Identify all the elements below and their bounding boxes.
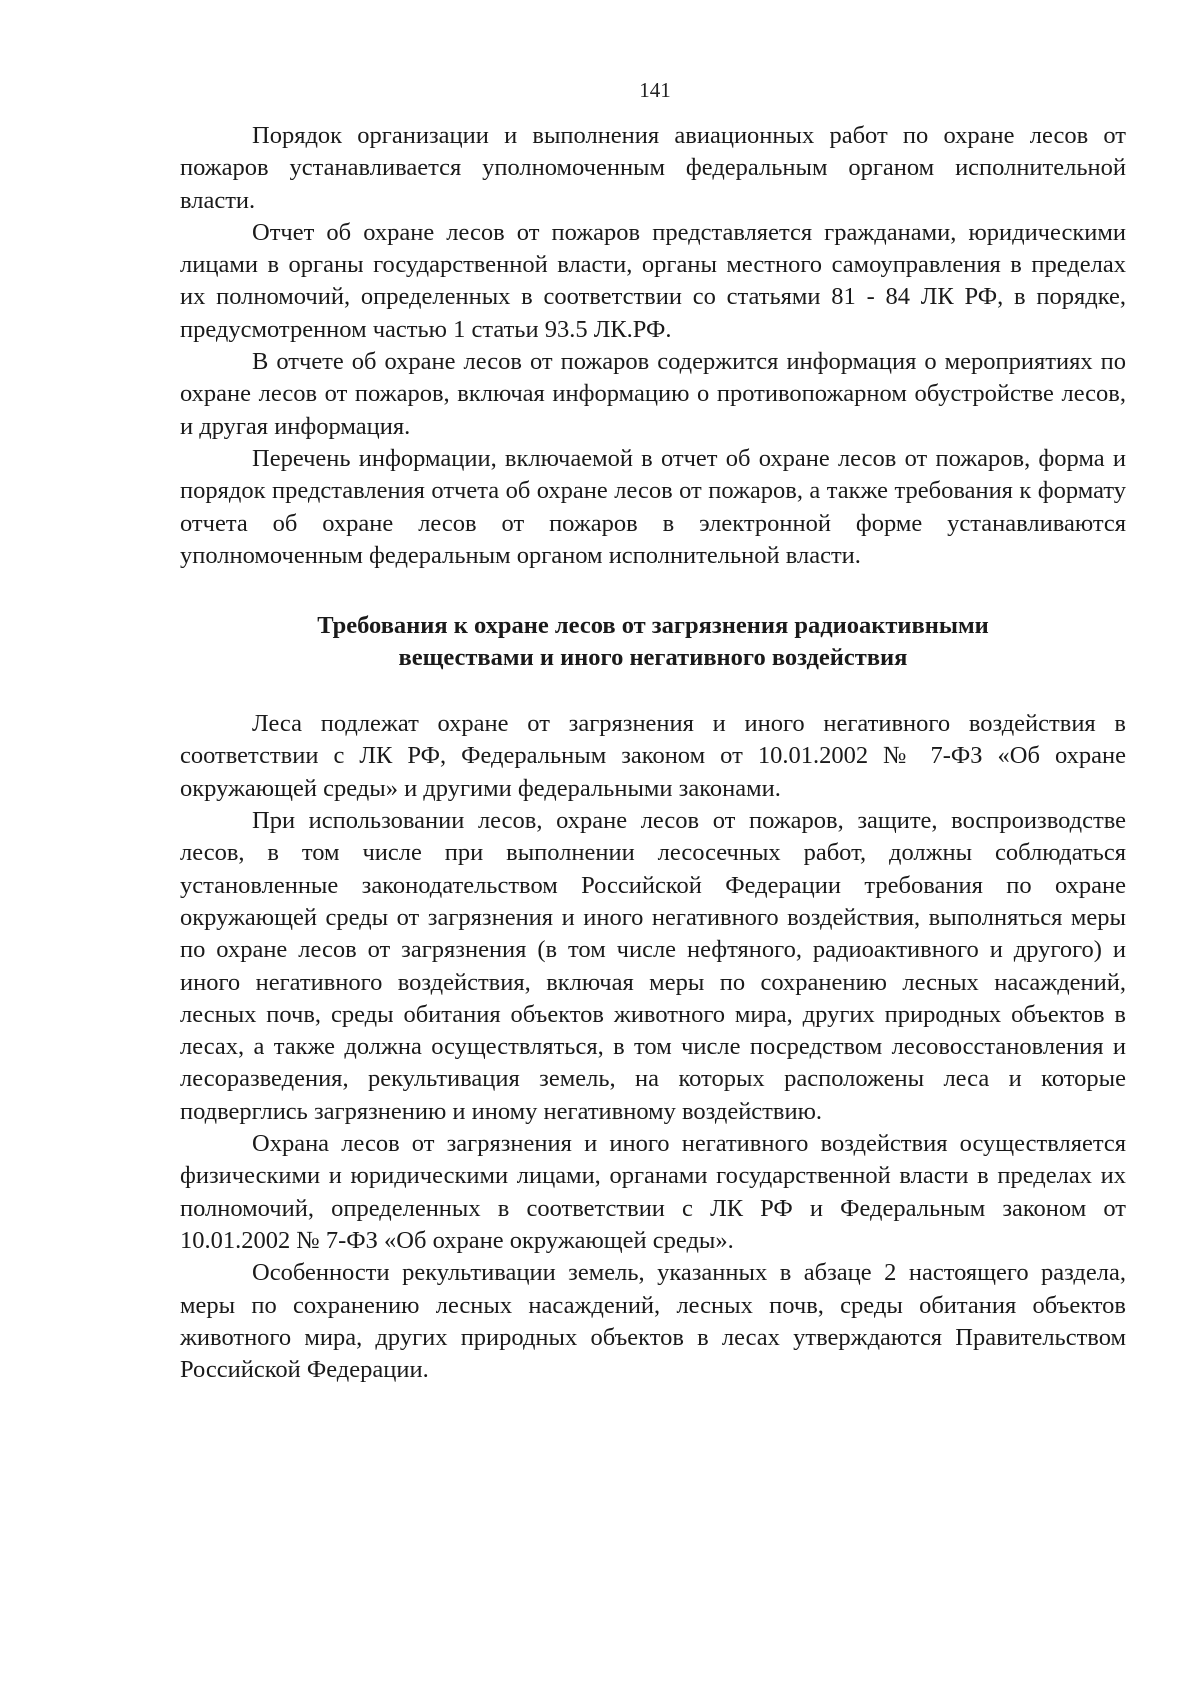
paragraph-report-contents: В отчете об охране лесов от пожаров содержится информация о мероприятиях по охране лесов от пожаров, включая информацию о противопожарном обустройстве лесов, и другая информация. [180, 348, 1126, 440]
paragraph-report-format: Перечень информации, включаемой в отчет об охране лесов от пожаров, форма и порядок представления отчета об охране лесов от пожаров, а также требования к формату отчета об охране лесов от пожаров в электронной форме устанавливаются уполномоченным федеральным органом исполнительной власти. [180, 444, 1126, 569]
paragraph-protection-responsibility: Охрана лесов от загрязнения и иного негативного воздействия осуществляется физическими и юридическими лицами, органами государственной власти в пределах их полномочий, определенных в соответствии с ЛК РФ и Федеральным законом от 10.01.2002 № 7-ФЗ «Об охране окружающей среды». [180, 1130, 1126, 1254]
page-body [180, 120, 1126, 1386]
section-heading-line-2: веществами и иного негативного воздействия [398, 644, 908, 672]
section-heading-line-1: Требования к охране лесов от загрязнения радиоактивными [317, 612, 989, 640]
paragraph-pollution-protection: Леса подлежат охране от загрязнения и иного негативного воздействия в соответствии с ЛК РФ, Федеральным законом от 10.01.2002 № 7-ФЗ «Об охране окружающей среды» и другими федеральными законами. [180, 710, 1126, 802]
page-number: 141 [639, 78, 671, 102]
paragraph-forest-use-requirements: При использовании лесов, охране лесов от пожаров, защите, воспроизводстве лесов, в том числе при выполнении лесосечных работ, должны соблюдаться установленные законодательством Российской Федерации требования по охране окружающей среды от загрязнения и иного негативного воздействия, выполняться меры по охране лесов от загрязнения (в том числе нефтяного, радиоактивного и другого) и иного негативного воздействия, включая меры по сохранению лесных насаждений, лесных почв, среды обитания объектов животного мира, других природных объектов в лесах, а также должна осуществляться, в том числе посредством лесовосстановления и лесоразведения, рекультивация земель, на которых расположены леса и которые подверглись загрязнению и иному негативному воздействию. [180, 807, 1126, 1125]
paragraph-aviation-works: Порядок организации и выполнения авиационных работ по охране лесов от пожаров устанавливается уполномоченным федеральным органом исполнительной власти. [180, 122, 1126, 214]
paragraph-recultivation: Особенности рекультивации земель, указанных в абзаце 2 настоящего раздела, меры по сохранению лесных насаждений, лесных почв, среды обитания объектов животного мира, других природных объектов в лесах утверждаются Правительством Российской Федерации. [180, 1259, 1126, 1384]
section-heading [180, 610, 1126, 674]
paragraph-fire-report: Отчет об охране лесов от пожаров представляется гражданами, юридическими лицами в органы государственной власти, органы местного самоуправления в пределах их полномочий, определенных в соответствии со статьями 81 - 84 ЛК РФ, в порядке, предусмотренном частью 1 статьи 93.5 ЛК.РФ. [180, 218, 1126, 343]
